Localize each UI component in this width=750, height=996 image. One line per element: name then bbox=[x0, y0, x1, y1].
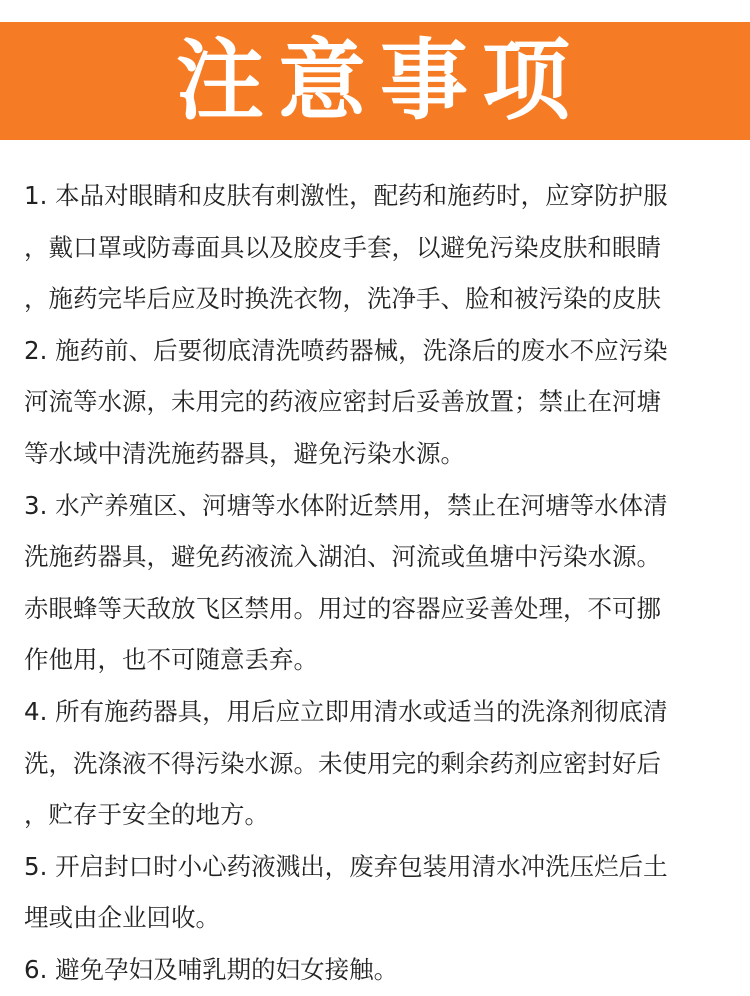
notice-line: ，贮存于安全的地方。 bbox=[24, 800, 269, 830]
notice-line: 3. 水产养殖区、河塘等水体附近禁用，禁止在河塘等水体清 bbox=[24, 490, 668, 520]
notice-item bbox=[24, 480, 736, 686]
notice-item bbox=[24, 170, 736, 325]
notice-item bbox=[24, 325, 736, 480]
notice-line: 洗施药器具，避免药液流入湖泊、河流或鱼塘中污染水源。 bbox=[24, 542, 661, 572]
notice-item bbox=[24, 686, 736, 841]
notice-line: 洗，洗涤液不得污染水源。未使用完的剩余药剂应密封好后 bbox=[24, 748, 661, 778]
notice-line: 河流等水源，未用完的药液应密封后妥善放置；禁止在河塘 bbox=[24, 387, 661, 417]
notice-item bbox=[24, 944, 736, 996]
notice-list bbox=[24, 170, 736, 996]
notice-line: 5. 开启封口时小心药液溅出，废弃包装用清水冲洗压烂后土 bbox=[24, 851, 668, 881]
notice-line: 作他用，也不可随意丢弃。 bbox=[24, 645, 318, 675]
notice-line: 1. 本品对眼睛和皮肤有刺激性，配药和施药时，应穿防护服 bbox=[24, 181, 668, 210]
notice-line: 4. 所有施药器具，用后应立即用清水或适当的洗涤剂彻底清 bbox=[24, 696, 668, 726]
notice-line: ，施药完毕后应及时换洗衣物，洗净手、脸和被污染的皮肤 bbox=[24, 284, 661, 314]
notice-line: 埋或由企业回收。 bbox=[24, 903, 220, 933]
notice-line: 等水域中清洗施药器具，避免污染水源。 bbox=[24, 438, 465, 468]
notice-line: 2. 施药前、后要彻底清洗喷药器械，洗涤后的废水不应污染 bbox=[24, 335, 668, 365]
header-banner bbox=[0, 22, 750, 140]
notice-item bbox=[24, 841, 736, 944]
notice-line: 赤眼蜂等天敌放飞区禁用。用过的容器应妥善处理，不可挪 bbox=[24, 593, 661, 623]
notice-line: ，戴口罩或防毒面具以及胶皮手套，以避免污染皮肤和眼睛 bbox=[24, 232, 661, 262]
notice-line: 6. 避免孕妇及哺乳期的妇女接触。 bbox=[24, 954, 399, 984]
page-title: 注意事项 bbox=[175, 29, 584, 132]
